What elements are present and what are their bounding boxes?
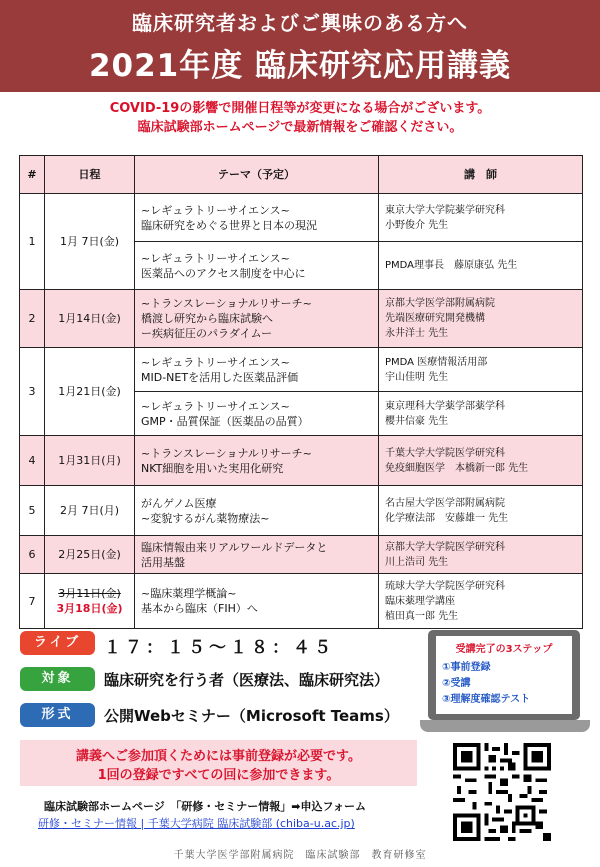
- row-theme: [135, 436, 379, 486]
- live-time: １７：１５～１８：４５: [104, 638, 335, 658]
- instructor-line: 琉球大学大学院医学研究科: [385, 580, 505, 592]
- row-theme: [135, 348, 379, 392]
- instructor-line: 先端医療研究開発機構: [385, 313, 485, 324]
- instructor-line: 京都大学大学院医学研究科: [385, 541, 505, 553]
- table-row: [20, 436, 583, 486]
- instructor-line: 植田真一郎 先生: [385, 610, 459, 622]
- date-old: 3月11日(金): [58, 587, 121, 600]
- theme-line: ~レギュラトリーサイエンス~: [141, 399, 290, 413]
- homepage-guide: 臨床試験部ホームページ 「研修・セミナー情報」➡申込フォーム: [44, 800, 366, 813]
- footer-organization: 千葉大学医学部附属病院 臨床試験部 教育研修室: [173, 850, 427, 861]
- row-instructor: [379, 242, 583, 290]
- theme-line: 橋渡し研究から臨床試験へ: [141, 312, 273, 325]
- registration-line-1: 講義へご参加頂くためには事前登録が必要です。: [76, 749, 361, 764]
- laptop-illustration: [420, 630, 590, 736]
- row-instructor: [379, 436, 583, 486]
- target-text: 臨床研究を行う者（医療法、臨床研究法）: [104, 671, 390, 689]
- instructor-line: PMDA理事長 藤原康弘 先生: [385, 260, 518, 271]
- table-row: [20, 574, 583, 629]
- header-banner: [0, 0, 600, 92]
- format-text: 公開Webセミナー（Microsoft Teams）: [104, 707, 399, 725]
- step-item: ②受講: [442, 678, 471, 689]
- row-instructor: [379, 536, 583, 574]
- theme-line: GMP・品質保証（医薬品の品質）: [141, 414, 309, 428]
- theme-line: NKT細胞を用いた実用化研究: [141, 461, 284, 475]
- theme-line: 臨床情報由来リアルワールドデータと: [141, 540, 328, 554]
- table-header-row: [20, 156, 583, 194]
- row-number: 7: [20, 574, 45, 629]
- instructor-line: 京都大学医学部附属病院: [385, 298, 495, 309]
- registration-line-2: 1回の登録ですべての回に参加できます。: [97, 768, 340, 783]
- row-theme: [135, 486, 379, 536]
- table-row: [20, 194, 583, 242]
- instructor-line: 東京大学大学院薬学研究科: [385, 204, 505, 216]
- instructor-line: 宇山佳明 先生: [385, 371, 449, 383]
- target-badge: 対象: [20, 667, 95, 691]
- theme-line: ー疾病征圧のパラダイムー: [141, 327, 273, 340]
- col-header-theme: テーマ（予定）: [135, 156, 379, 194]
- col-header-instructor: 講 師: [379, 156, 583, 194]
- row-instructor: [379, 486, 583, 536]
- row-date: 2月 7日(月): [45, 486, 135, 536]
- table-row: [20, 290, 583, 348]
- row-date: 1月31日(月): [45, 436, 135, 486]
- instructor-line: 小野俊介 先生: [385, 219, 449, 231]
- row-instructor: [379, 574, 583, 629]
- instructor-line: 櫻井信豪 先生: [385, 415, 449, 427]
- instructor-line: 千葉大学大学院医学研究科: [385, 447, 505, 459]
- page-title: 2021年度 臨床研究応用講義: [88, 48, 512, 84]
- row-instructor: [379, 348, 583, 392]
- step-item: ①事前登録: [442, 662, 491, 673]
- format-badge: 形式: [20, 703, 95, 727]
- col-header-date: 日程: [45, 156, 135, 194]
- live-badge: ライブ: [20, 631, 95, 655]
- schedule-table: [19, 155, 583, 629]
- row-number: 3: [20, 348, 45, 436]
- instructor-line: 東京理科大学薬学部薬学科: [385, 400, 505, 412]
- table-row: [20, 536, 583, 574]
- row-theme: [135, 242, 379, 290]
- instructor-line: 永井洋士 先生: [385, 328, 449, 339]
- seminar-info-link[interactable]: 研修・セミナー情報 | 千葉大学病院 臨床試験部 (chiba-u.ac.jp): [38, 817, 355, 830]
- date-new: 3月18日(金): [56, 602, 123, 615]
- header-subtitle: 臨床研究者およびご興味のある方へ: [132, 11, 468, 35]
- row-number: 1: [20, 194, 45, 290]
- row-date: 1月14日(金): [45, 290, 135, 348]
- row-number: 5: [20, 486, 45, 536]
- theme-line: ~レギュラトリーサイエンス~: [141, 203, 290, 217]
- row-instructor: [379, 290, 583, 348]
- col-header-number: #: [20, 156, 45, 194]
- instructor-line: PMDA 医療情報活用部: [385, 356, 488, 368]
- notice-line-1: COVID-19の影響で開催日程等が変更になる場合がございます。: [109, 101, 491, 116]
- theme-line: 活用基盤: [141, 555, 185, 569]
- row-date: 1月 7日(金): [45, 194, 135, 290]
- row-date: 2月25日(金): [45, 536, 135, 574]
- instructor-line: 免疫細胞医学 本橋新一郎 先生: [385, 462, 529, 474]
- theme-line: ~レギュラトリーサイエンス~: [141, 251, 290, 265]
- theme-line: ~レギュラトリーサイエンス~: [141, 355, 290, 369]
- row-instructor: [379, 392, 583, 436]
- instructor-line: 川上浩司 先生: [385, 556, 449, 568]
- registration-notice: [20, 740, 417, 786]
- theme-line: ~変貌するがん薬物療法~: [141, 511, 270, 525]
- row-instructor: [379, 194, 583, 242]
- row-number: 6: [20, 536, 45, 574]
- theme-line: 基本から臨床（FIH）へ: [141, 602, 258, 615]
- step-item: ③理解度確認テスト: [442, 694, 531, 705]
- theme-line: 臨床研究をめぐる世界と日本の現況: [141, 218, 317, 232]
- theme-line: がんゲノム医療: [141, 496, 217, 510]
- laptop-base: [420, 720, 590, 732]
- row-theme: [135, 194, 379, 242]
- covid-notice: [0, 99, 600, 137]
- theme-line: MID-NETを活用した医薬品評価: [141, 370, 299, 384]
- laptop-screen: [428, 630, 580, 720]
- table-row: [20, 486, 583, 536]
- instructor-line: 化学療法部 安藤雄一 先生: [385, 512, 509, 524]
- row-theme: [135, 290, 379, 348]
- laptop-display: [436, 636, 572, 714]
- table-row: [20, 348, 583, 392]
- row-theme: [135, 392, 379, 436]
- row-number: 4: [20, 436, 45, 486]
- row-theme: [135, 574, 379, 629]
- qr-code[interactable]: [453, 743, 551, 841]
- row-date: [45, 574, 135, 629]
- theme-line: ~トランスレーショナルリサーチ~: [141, 297, 312, 310]
- theme-line: ~トランスレーショナルリサーチ~: [141, 446, 312, 460]
- instructor-line: 名古屋大学医学部附属病院: [385, 497, 505, 509]
- theme-line: 医薬品へのアクセス制度を中心に: [141, 266, 306, 280]
- theme-line: ~臨床薬理学概論~: [141, 587, 237, 600]
- row-date: 1月21日(金): [45, 348, 135, 436]
- instructor-line: 臨床薬理学講座: [385, 595, 455, 607]
- row-number: 2: [20, 290, 45, 348]
- notice-line-2: 臨床試験部ホームページで最新情報をご確認ください。: [137, 120, 463, 135]
- steps-title: 受講完了の3ステップ: [455, 644, 553, 655]
- row-theme: [135, 536, 379, 574]
